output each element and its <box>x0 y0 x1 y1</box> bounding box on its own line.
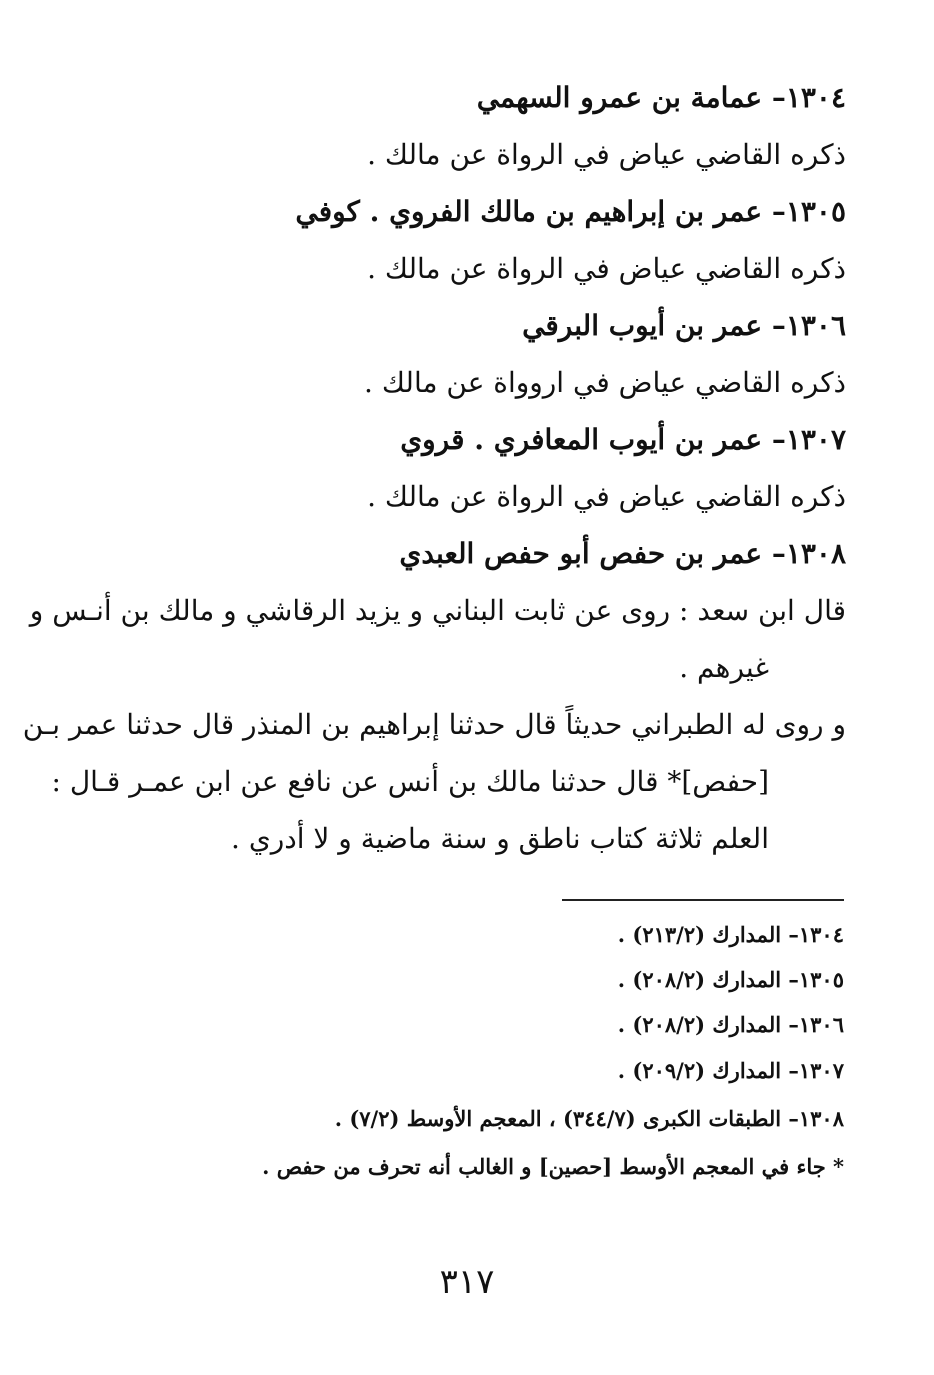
entry-1308-ibn-saad-line-2: غيرهم . <box>679 651 769 684</box>
entry-1308-ibn-saad-line-1: قال ابن سعد : روى عن ثابت البناني و يزيد الرقاشي و مالك بن أنـس و <box>29 594 846 627</box>
footnote-asterisk: * جاء في المعجم الأوسط [حصين] و الغالب أنه تحرف من حفص . <box>262 1154 844 1179</box>
entry-1305-heading: ١٣٠٥– عمر بن إبراهيم بن مالك الفروي . كوفي <box>295 195 846 228</box>
entry-1308-heading: ١٣٠٨– عمر بن حفص أبو حفص العبدي <box>399 537 846 570</box>
entry-1308-tabarani-line-1: و روى له الطبراني حديثاً قال حدثنا إبراهيم بن المنذر قال حدثنا عمر بـن <box>22 708 846 741</box>
entry-1307-heading: ١٣٠٧– عمر بن أيوب المعافري . قروي <box>400 423 846 456</box>
entry-1305-note: ذكره القاضي عياض في الرواة عن مالك . <box>367 252 846 285</box>
footnote-separator <box>562 899 844 901</box>
entry-1307-note: ذكره القاضي عياض في الرواة عن مالك . <box>367 480 846 513</box>
footnote-1307: ١٣٠٧– المدارك (٢٠٩/٢) . <box>617 1058 844 1083</box>
footnote-1305: ١٣٠٥– المدارك (٢٠٨/٢) . <box>617 967 844 992</box>
entry-1308-tabarani-line-3: العلم ثلاثة كتاب ناطق و سنة ماضية و لا أدري . <box>231 822 769 855</box>
footnote-1304: ١٣٠٤– المدارك (٢١٣/٢) . <box>617 922 844 947</box>
footnote-1306: ١٣٠٦– المدارك (٢٠٨/٢) . <box>617 1012 844 1037</box>
page-number: ٣١٧ <box>439 1262 495 1302</box>
entry-1308-tabarani-line-2: [حفص]* قال حدثنا مالك بن أنس عن نافع عن ابن عمـر قـال : <box>51 765 769 798</box>
entry-1304-heading: ١٣٠٤– عمامة بن عمرو السهمي <box>476 81 846 114</box>
entry-1304-note: ذكره القاضي عياض في الرواة عن مالك . <box>367 138 846 171</box>
entry-1306-note: ذكره القاضي عياض في اروواة عن مالك . <box>364 366 846 399</box>
entry-1306-heading: ١٣٠٦– عمر بن أيوب البرقي <box>522 309 846 342</box>
footnote-1308: ١٣٠٨– الطبقات الكبرى (٣٤٤/٧) ، المعجم الأوسط (٧/٢) . <box>334 1106 844 1131</box>
